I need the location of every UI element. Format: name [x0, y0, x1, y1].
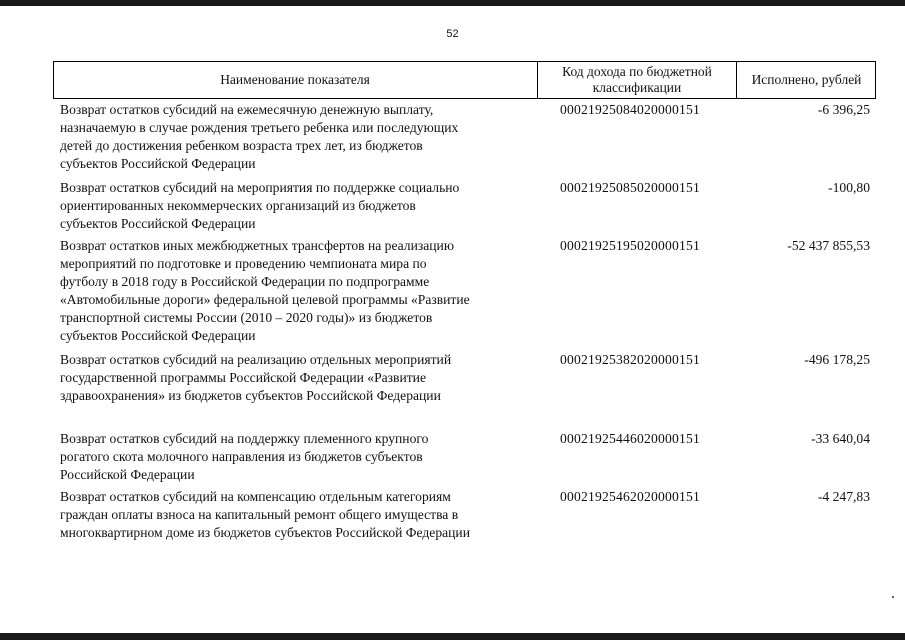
row-amount: -100,80 [828, 180, 870, 195]
column-header-name: Наименование показателя [220, 72, 370, 87]
row-amount: -6 396,25 [817, 102, 870, 117]
row-name: Возврат остатков субсидий на мероприятия по поддержке социально ориентированных некоммерческих организаций из бюджетов субъектов Российской Федерации [60, 180, 460, 231]
row-code: 00021925446020000151 [560, 431, 700, 446]
table-header [53, 61, 876, 99]
scan-border-bottom [0, 633, 905, 640]
scan-border-top [0, 0, 905, 6]
row-code: 00021925195020000151 [560, 238, 700, 253]
scan-speck [892, 596, 894, 598]
row-name: Возврат остатков субсидий на поддержку племенного крупного рогатого скота молочного направления из бюджетов субъектов Российской Федерации [60, 431, 429, 482]
column-header-executed: Исполнено, рублей [736, 62, 876, 98]
row-amount: -52 437 855,53 [787, 238, 870, 253]
row-name: Возврат остатков субсидий на ежемесячную денежную выплату, назначаемую в случае рождения третьего ребенка или последующих детей до достижения ребенком возраста трех лет, из бюджетов субъектов Российской Федерации [60, 102, 459, 171]
page-number: 52 [446, 28, 459, 40]
row-name: Возврат остатков субсидий на компенсацию отдельным категориям граждан оплаты взноса на капитальный ремонт общего имущества в многоквартирном доме из бюджетов субъектов Российской Федерации [60, 489, 470, 540]
row-amount: -496 178,25 [804, 352, 870, 367]
row-amount: -4 247,83 [817, 489, 870, 504]
row-amount: -33 640,04 [811, 431, 870, 446]
row-name: Возврат остатков иных межбюджетных трансфертов на реализацию мероприятий по подготовке и проведению чемпионата мира по футболу в 2018 году в Российской Федерации по подпрограмме «Автомобильные дороги» федеральной целевой программы «Развитие транспортной системы России (2010 – 2020 годы)» из бюджетов субъектов Российской Федерации [60, 238, 470, 343]
row-code: 00021925382020000151 [560, 352, 700, 367]
row-code: 00021925084020000151 [560, 102, 700, 117]
row-code: 00021925085020000151 [560, 180, 700, 195]
row-code: 00021925462020000151 [560, 489, 700, 504]
row-name: Возврат остатков субсидий на реализацию отдельных мероприятий государственной программы Российской Федерации «Развитие здравоохранения» из бюджетов субъектов Российской Федерации [60, 352, 452, 403]
column-header-code: Код дохода по бюджетной классификации [537, 62, 736, 98]
